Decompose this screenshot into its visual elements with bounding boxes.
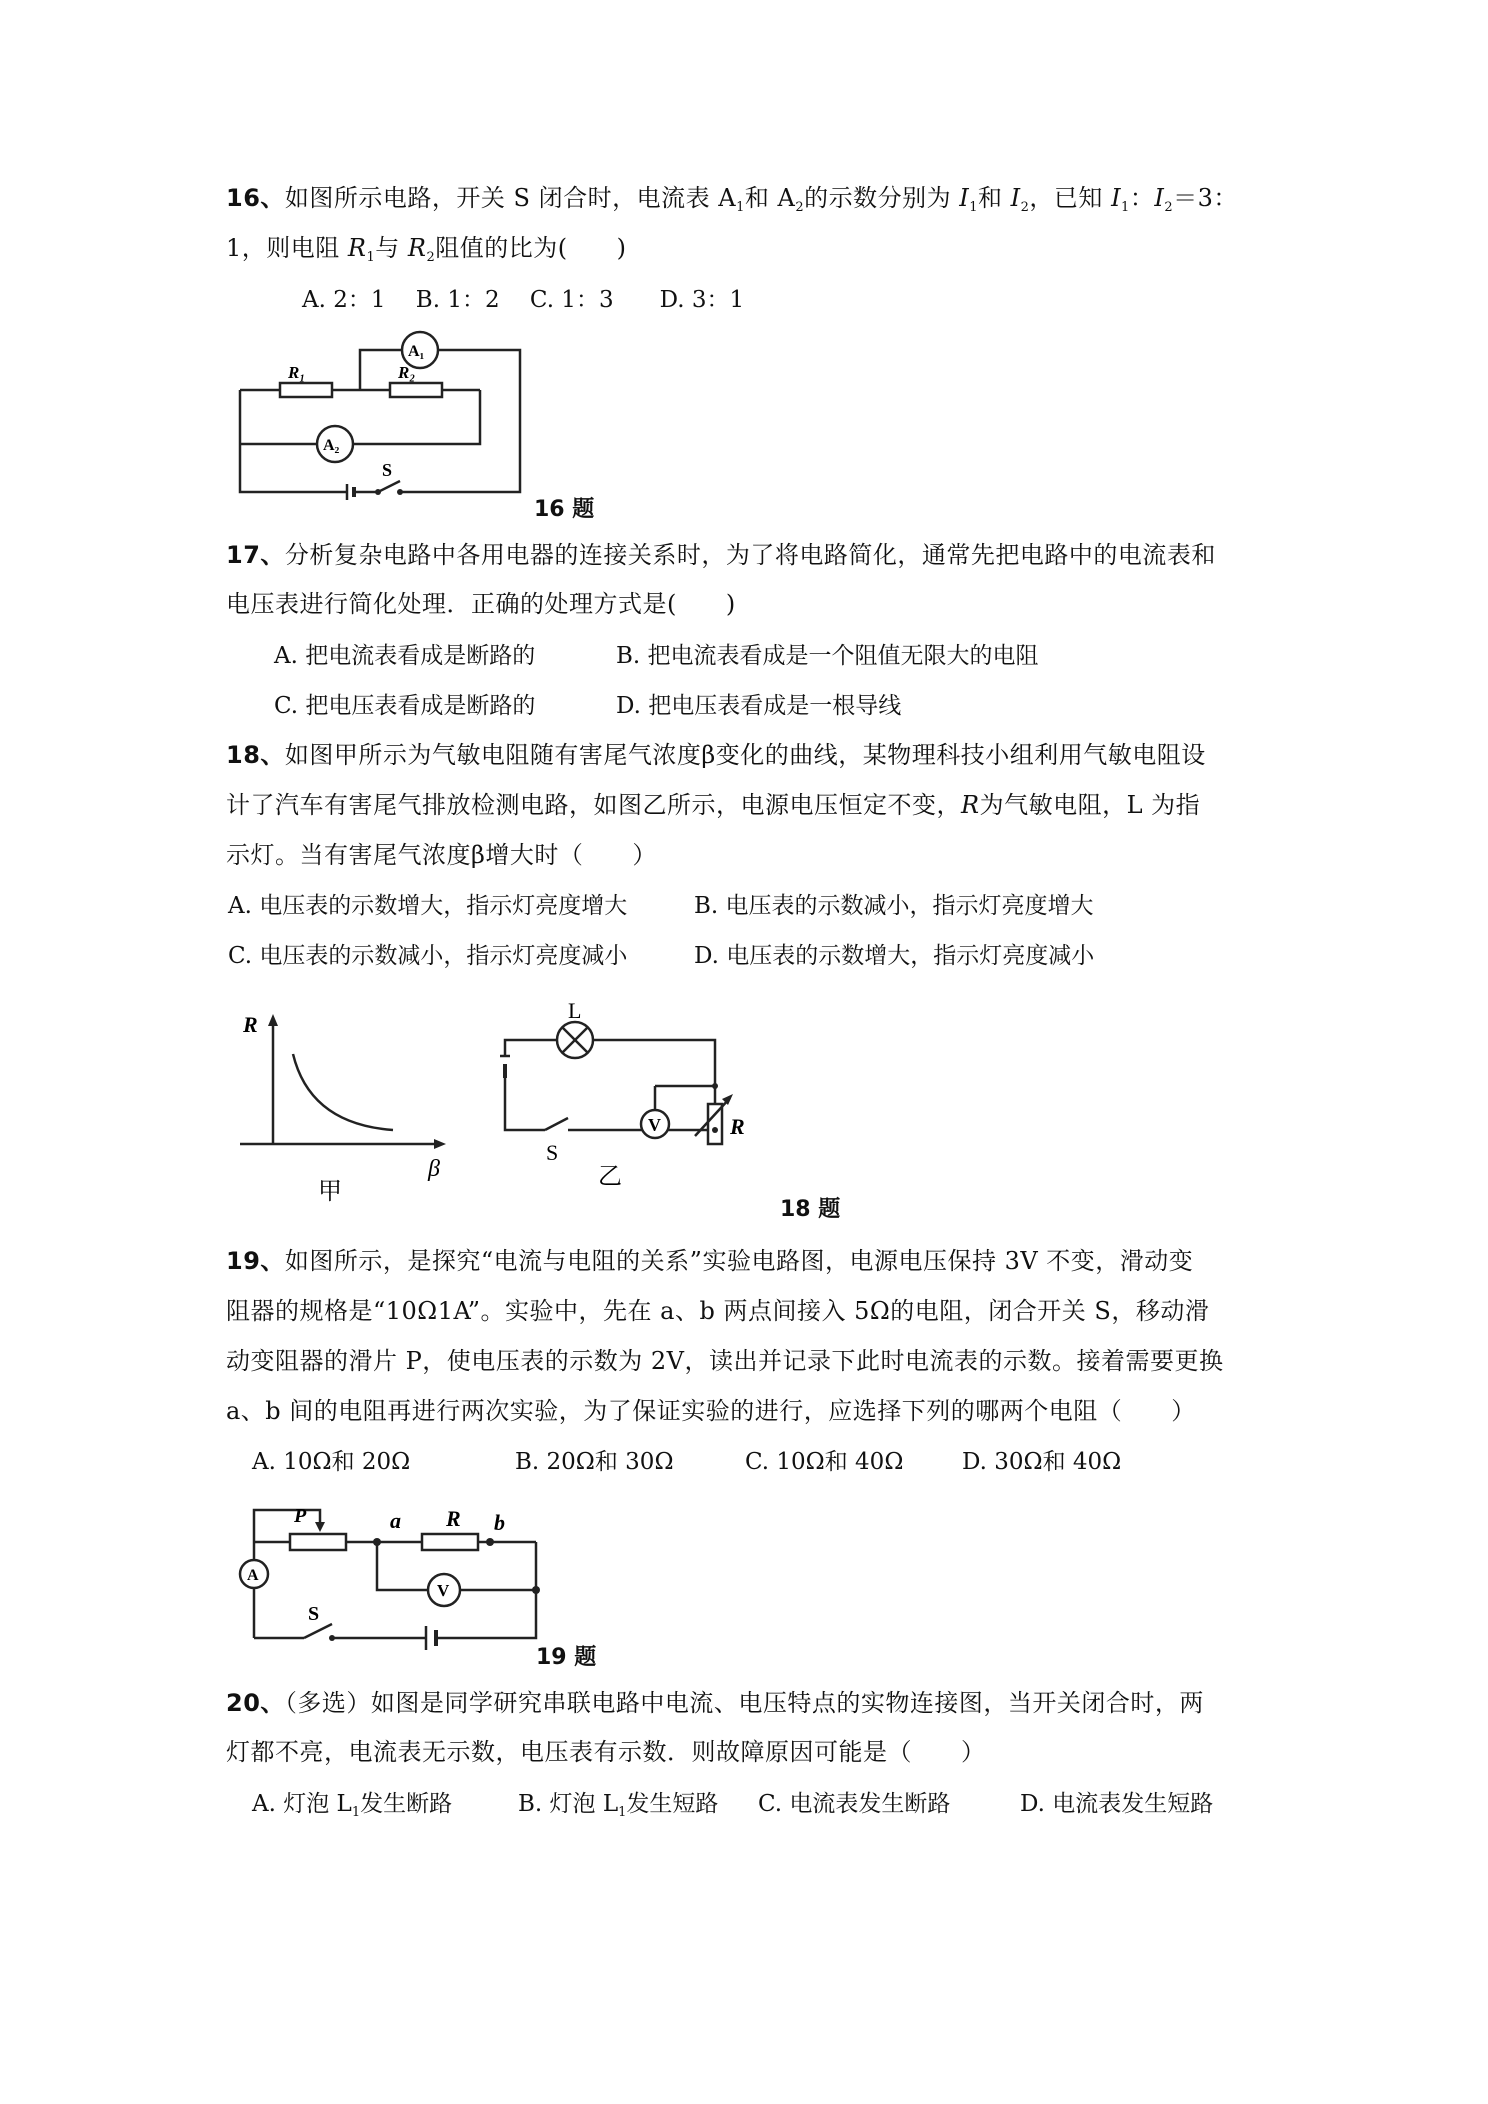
switch-contact bbox=[375, 489, 381, 495]
switch-contact bbox=[329, 1635, 335, 1641]
symbol-R: R bbox=[347, 234, 367, 262]
q17-option-c: C. 把电压表看成是断路的 bbox=[274, 693, 536, 719]
q16-text: 如图所示电路，开关 S 闭合时，电流表 A bbox=[284, 184, 737, 212]
q16-options: A. 2：1 B. 1：2 C. 1：3 D. 3：1 bbox=[302, 287, 745, 313]
junction-dot bbox=[532, 1586, 540, 1594]
q18-line-1 bbox=[226, 738, 1206, 772]
arrow-head bbox=[434, 1139, 446, 1149]
q19-text: 如图所示，是探究“电流与电阻的关系”实验电路图，电源电压保持 3V 不变，滑动变 bbox=[284, 1247, 1194, 1275]
switch-contact bbox=[397, 489, 403, 495]
subscript: 1 bbox=[1121, 200, 1130, 215]
q17-line-1 bbox=[226, 538, 1216, 572]
q18-option-a: A. 电压表的示数增大，指示灯亮度增大 bbox=[228, 893, 628, 919]
resistance-curve bbox=[293, 1054, 393, 1130]
question-number: 19、 bbox=[226, 1247, 285, 1275]
subscript: 1 bbox=[366, 250, 376, 265]
option-text: 发生断路 bbox=[360, 1791, 453, 1817]
q20-text: （多选）如图是同学研究串联电路中电流、电压特点的实物连接图，当开关闭合时，两 bbox=[284, 1689, 1204, 1717]
arrow-head bbox=[268, 1014, 278, 1026]
question-number: 16、 bbox=[226, 184, 285, 212]
option-text: B. 灯泡 L bbox=[518, 1791, 619, 1817]
question-number: 20、 bbox=[226, 1689, 285, 1717]
q16-line-1 bbox=[226, 181, 1238, 215]
q16-text: 与 bbox=[375, 234, 408, 262]
q16-text: 1，则电阻 bbox=[226, 234, 348, 262]
junction-dot bbox=[712, 1127, 718, 1133]
switch-label: S bbox=[382, 460, 393, 480]
switch-label: S bbox=[308, 1603, 320, 1625]
q16-text: 阻值的比为( ) bbox=[435, 234, 627, 262]
point-a-label: a bbox=[390, 1508, 401, 1533]
q17-text: 分析复杂电路中各用电器的连接关系时，为了将电路简化，通常先把电路中的电流表和 bbox=[284, 541, 1216, 569]
q20-option-d: D. 电流表发生短路 bbox=[1020, 1791, 1214, 1817]
slider-arrow bbox=[315, 1522, 325, 1532]
label-R1: R₁ bbox=[288, 363, 306, 382]
ammeter-A1-label: A₁ bbox=[408, 343, 425, 360]
ammeter-label: A bbox=[247, 1567, 259, 1584]
q18-option-b: B. 电压表的示数减小，指示灯亮度增大 bbox=[694, 893, 1094, 919]
q17-option-d: D. 把电压表看成是一根导线 bbox=[616, 693, 902, 719]
q20-option-a bbox=[252, 1788, 452, 1820]
q18-option-c: C. 电压表的示数减小，指示灯亮度减小 bbox=[228, 943, 628, 969]
lamp-label: L bbox=[568, 998, 582, 1023]
q20-option-c: C. 电流表发生断路 bbox=[758, 1791, 951, 1817]
q18-option-d: D. 电压表的示数增大，指示灯亮度减小 bbox=[694, 943, 1095, 969]
q20-line-2: 灯都不亮，电流表无示数，电压表有示数．则故障原因可能是（ ） bbox=[226, 1738, 986, 1766]
graph-y-label: R bbox=[243, 1012, 258, 1037]
resistor-label: R bbox=[730, 1114, 745, 1139]
resistor-R-label: R bbox=[446, 1506, 461, 1531]
question-number: 18、 bbox=[226, 741, 285, 769]
junction-dot bbox=[373, 1538, 381, 1546]
voltmeter-label: V bbox=[648, 1115, 661, 1135]
q19-line-2: 阻器的规格是“10Ω1A”。实验中，先在 a、b 两点间接入 5Ω的电阻，闭合开关 S，移动滑 bbox=[226, 1297, 1210, 1325]
q18-text: 计了汽车有害尾气排放检测电路，如图乙所示，电源电压恒定不变， bbox=[226, 791, 961, 819]
q16-text: ＝3： bbox=[1173, 184, 1238, 212]
label-R2: R₂ bbox=[398, 363, 416, 382]
q16-line-2 bbox=[226, 231, 627, 265]
subscript: 1 bbox=[351, 1805, 361, 1820]
subscript: 2 bbox=[1020, 200, 1030, 215]
symbol-R: R bbox=[407, 234, 427, 262]
subscript: 1 bbox=[969, 200, 979, 215]
symbol-I: I bbox=[1111, 184, 1122, 212]
q19-circuit-diagram bbox=[232, 1496, 552, 1656]
q16-text: 和 bbox=[978, 184, 1011, 212]
junction-dot bbox=[486, 1538, 494, 1546]
point-b-label: b bbox=[494, 1510, 505, 1535]
q19-line-4: a、b 间的电阻再进行两次实验，为了保证实验的进行，应选择下列的哪两个电阻（ ） bbox=[226, 1397, 1196, 1425]
q18-graph-jia bbox=[238, 1014, 458, 1204]
q17-line-2: 电压表进行简化处理．正确的处理方式是( ) bbox=[226, 590, 736, 618]
option-text: A. 灯泡 L bbox=[252, 1791, 352, 1817]
q16-figure-caption: 16 题 bbox=[534, 497, 595, 522]
subscript: 2 bbox=[426, 250, 436, 265]
symbol-I: I bbox=[1154, 184, 1165, 212]
q19-option-d: D. 30Ω和 40Ω bbox=[962, 1449, 1122, 1475]
question-number: 17、 bbox=[226, 541, 285, 569]
subscript: 1 bbox=[618, 1805, 627, 1820]
q18-text: 为气敏电阻，L 为指 bbox=[979, 791, 1201, 819]
figure-yi-label: 乙 bbox=[598, 1164, 622, 1190]
ammeter-A2-label: A₂ bbox=[323, 437, 340, 454]
q16-text: ： bbox=[1129, 184, 1155, 212]
symbol-I: I bbox=[959, 184, 970, 212]
q20-option-b bbox=[518, 1788, 718, 1820]
q18-text: 如图甲所示为气敏电阻随有害尾气浓度β变化的曲线，某物理科技小组利用气敏电阻设 bbox=[284, 741, 1206, 769]
q17-option-a: A. 把电流表看成是断路的 bbox=[274, 643, 536, 669]
q16-text: 和 A bbox=[744, 184, 796, 212]
symbol-I: I bbox=[1010, 184, 1021, 212]
figure-jia-label: 甲 bbox=[318, 1179, 342, 1205]
subscript: 1 bbox=[736, 200, 745, 215]
q19-line-1 bbox=[226, 1244, 1193, 1278]
q16-text: ，已知 bbox=[1029, 184, 1112, 212]
slider-P-label: P bbox=[294, 1505, 307, 1527]
q19-option-b: B. 20Ω和 30Ω bbox=[515, 1449, 674, 1475]
q18-line-3: 示灯。当有害尾气浓度β增大时（ ） bbox=[226, 841, 657, 869]
symbol-R: R bbox=[961, 791, 980, 819]
subscript: 2 bbox=[795, 200, 805, 215]
q18-line-2 bbox=[226, 788, 1200, 822]
switch-label: S bbox=[546, 1140, 559, 1165]
option-text: 发生短路 bbox=[626, 1791, 719, 1817]
voltmeter-label: V bbox=[437, 1581, 450, 1600]
q19-line-3: 动变阻器的滑片 P，使电压表的示数为 2V，读出并记录下此时电流表的示数。接着需要更换 bbox=[226, 1347, 1224, 1375]
graph-x-label: β bbox=[428, 1156, 440, 1182]
subscript: 2 bbox=[1164, 200, 1174, 215]
q16-text: 的示数分别为 bbox=[804, 184, 960, 212]
q19-option-a: A. 10Ω和 20Ω bbox=[252, 1449, 411, 1475]
q19-figure-caption: 19 题 bbox=[536, 1645, 597, 1670]
q20-line-1 bbox=[226, 1686, 1204, 1720]
junction-dot bbox=[712, 1083, 718, 1089]
q18-circuit-yi bbox=[490, 998, 750, 1206]
q16-circuit-diagram bbox=[230, 340, 550, 500]
q19-option-c: C. 10Ω和 40Ω bbox=[745, 1449, 904, 1475]
q18-figure-caption: 18 题 bbox=[780, 1197, 841, 1222]
q17-option-b: B. 把电流表看成是一个阻值无限大的电阻 bbox=[616, 643, 1039, 669]
